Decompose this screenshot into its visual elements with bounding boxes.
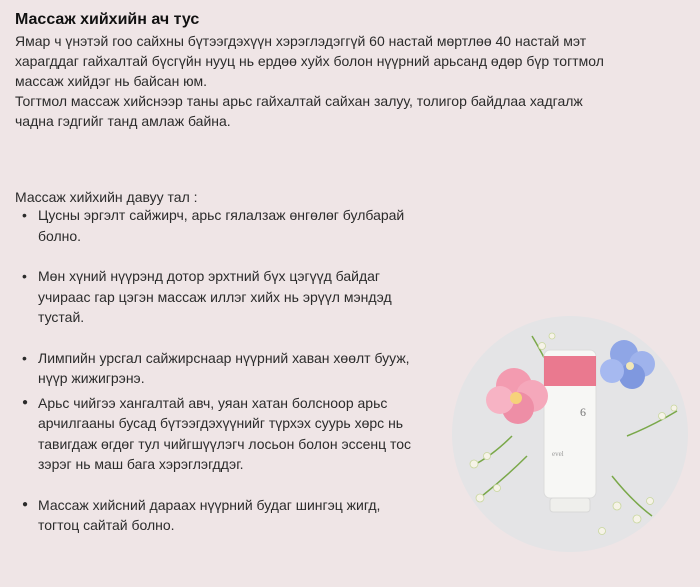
bullet-icon: ● xyxy=(22,498,29,510)
list-item-line: арчилгааны бусад бүтээгдэхүүнийг түрхэх суурь хөрс нь xyxy=(38,415,404,431)
list-item-line: Цусны эргэлт сайжирч, арьс гялалзаж өнгөлөг булбарай xyxy=(38,207,405,223)
intro-line: Ямар ч үнэтэй гоо сайхны бүтээгдэхүүн хэрэглэдэггүй 60 настай мөртлөө 40 настай мэт xyxy=(15,33,587,49)
intro-line: Тогтмол массаж хийснээр таны арьс гайхалтай сайхан залуу, толигор байдлаа хадгалж xyxy=(15,93,583,109)
list-item-line: Мөн хүний нүүрэнд дотор эрхтний бүх цэгүүд байдаг xyxy=(38,268,381,284)
advantages-list xyxy=(18,205,458,536)
list-item-line: зэрэг нь маш бага хэрэглэгддэг. xyxy=(38,456,244,472)
product-illustration xyxy=(452,316,688,552)
list-item xyxy=(18,348,458,389)
list-item xyxy=(18,393,458,475)
list-item-line: болно. xyxy=(38,227,82,244)
bullet-icon: • xyxy=(22,349,27,366)
bullet-icon: • xyxy=(22,268,27,284)
tube-number: 6 xyxy=(580,405,586,419)
page-title: Массаж хийхийн ач тус xyxy=(15,11,200,28)
product-photo xyxy=(452,316,688,552)
cosmetic-tube-icon xyxy=(544,350,596,512)
blue-flower-icon xyxy=(600,340,655,389)
list-item-line: тавигдаж өгдөг тул чийгшүүлэгч лосьон болон эссенц тос xyxy=(38,435,412,452)
list-item xyxy=(18,266,458,328)
list-item-line: учираас гар цэгэн массаж иллэг хийх нь эрүүл мэндэд xyxy=(38,288,392,305)
list-item xyxy=(18,205,458,246)
list-item-line: тогтоц сайтай болно. xyxy=(38,517,175,533)
bullet-icon: ● xyxy=(22,396,29,408)
list-item xyxy=(18,495,458,536)
list-item-line: Лимпийн урсгал сайжирснаар нүүрний хаван хөөлт бууж, xyxy=(38,349,410,366)
advantages-heading: Массаж хийхийн давуу тал : xyxy=(15,189,198,205)
list-item-line: тустай. xyxy=(38,309,85,325)
list-item-line: нүүр жижигрэнэ. xyxy=(38,370,145,386)
list-item-line: Арьс чийгээ хангалтай авч, уяан хатан болсноор арьс xyxy=(38,394,388,411)
intro-line: массаж хийдэг нь байсан юм. xyxy=(15,73,208,89)
intro-line: чадна гэдгийг танд амлаж байна. xyxy=(15,113,231,129)
list-item-line: Массаж хийсний дараах нүүрний будаг шингэц жигд, xyxy=(38,496,381,513)
tube-brand: evel xyxy=(552,450,564,458)
article xyxy=(15,10,675,131)
pink-flower-icon xyxy=(486,368,548,424)
intro-paragraph xyxy=(15,31,670,131)
intro-line: харагддаг гайхалтай бүсгүйн нууц нь ердөө хуйх болон нүүрний арьсанд өдөр бүр тогтмол xyxy=(15,53,604,69)
bullet-icon: • xyxy=(22,207,27,223)
